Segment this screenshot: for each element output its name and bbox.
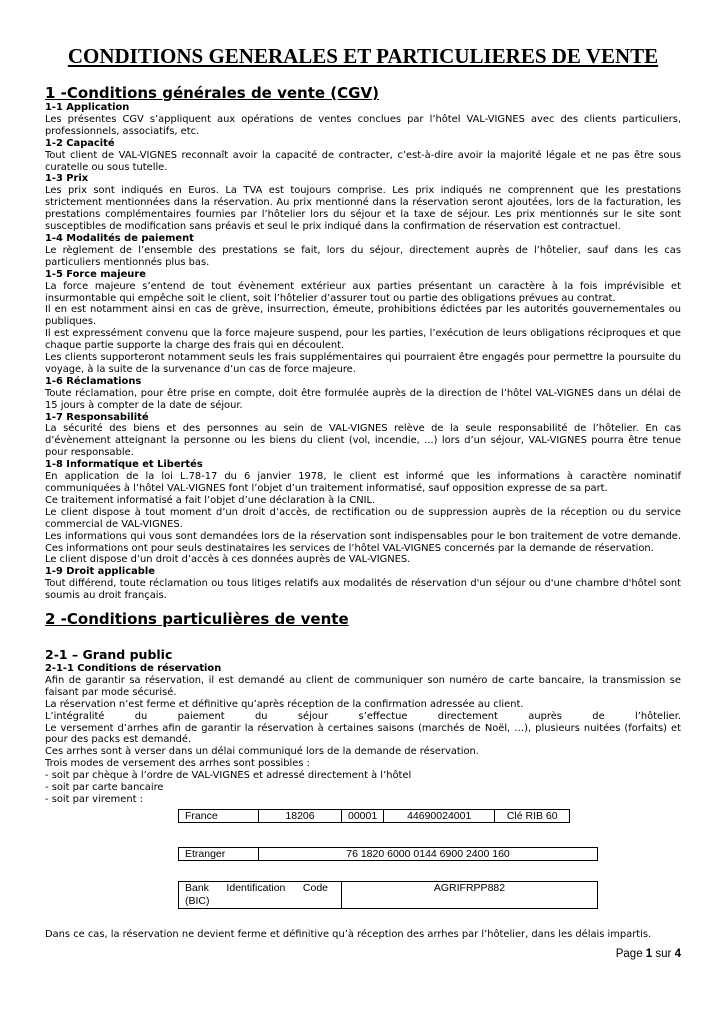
clause-paragraph: La force majeure s’entend de tout évènement extérieur aux parties présentant un caractère à la fois imprévisible et insurmontable qui empêche soit le client, soit l’hôtelier d’assurer tout ou partie des obligations prévues au contrat. <box>45 280 681 304</box>
table-cell: 00001 <box>342 810 384 823</box>
list-line: - soit par chèque à l’ordre de VAL-VIGNES et adressé directement à l’hôtel <box>45 770 412 782</box>
section-1-title: 1 -Conditions générales de vente (CGV) <box>45 84 379 102</box>
clause-paragraph: Les clients supporteront notamment seuls les frais supplémentaires qui pourraient être engagés pour permettre la poursuite du voyage, à la suite de la survenance d’un cas de force majeure. <box>45 352 681 375</box>
clause-paragraph: Tout différend, toute réclamation ou tous litiges relatifs aux modalités de réservation d'un séjour ou d'une chambre d'hôtel sont soumis au droit français. <box>45 578 681 602</box>
table-row <box>179 882 598 909</box>
clause-heading: 1-1 Application <box>45 102 130 113</box>
clause-paragraph: Tout client de VAL-VIGNES reconnaît avoir la capacité de contracter, c’est-à-dire avoir la majorité légale et ne pas être sous curatelle ou sous tutelle. <box>45 149 681 173</box>
table-cell: AGRIFRPP882 <box>342 882 598 909</box>
page-number: 1 <box>645 948 653 960</box>
clause-heading: 1-7 Responsabilité <box>45 411 149 423</box>
section-particular-conditions <box>45 610 681 806</box>
document-title: CONDITIONS GENERALES ET PARTICULIERES DE VENTE <box>67 44 659 68</box>
table-cell: 44690024001 <box>384 810 495 823</box>
clause-paragraph: La sécurité des biens et des personnes au sein de VAL-VIGNES relève de la seule responsabilité de l’hôtelier. En cas d’évènement atteignant la personne ou les biens du client (vol, incendie, ...) lors d’un séjour, VAL-VIGNES pourra être tenue pour responsable. <box>45 423 681 459</box>
bank-table-etranger <box>178 847 598 861</box>
clause-heading: 1-8 Informatique et Libertés <box>45 459 203 471</box>
clause-paragraph: En application de la loi L.78-17 du 6 janvier 1978, le client est informé que les informations à caractère nominatif communiquées à l’hôtel VAL-VIGNES font l’objet d’un traitement informatisé, sauf opposition expresse de sa part. <box>45 471 681 494</box>
table-row <box>179 848 598 861</box>
table-cell: 18206 <box>259 810 342 823</box>
list-line: - soit par carte bancaire <box>45 782 164 794</box>
paragraph: Ces arrhes sont à verser dans un délai communiqué lors de la demande de réservation. <box>45 746 479 758</box>
clause-heading: 1-4 Modalités de paiement <box>45 232 194 244</box>
page-label: Page <box>615 948 643 960</box>
clause-heading: 1-6 Réclamations <box>45 375 142 387</box>
paragraph: Afin de garantir sa réservation, il est demandé au client de communiquer son numéro de carte bancaire, la transmission se faisant par mode sécurisé. <box>45 674 681 698</box>
list-line: - soit par virement : <box>45 793 143 805</box>
section-2-1-title: 2-1 – Grand public <box>45 647 173 662</box>
page-total: 4 <box>674 948 681 960</box>
section-1-items <box>45 102 681 602</box>
clause-paragraph: Il en est notamment ainsi en cas de grève, insurrection, émeute, prohibitions édictées par les autorités gouvernementales ou publiques. <box>45 304 681 328</box>
paragraph: L’intégralité du paiement du séjour s’effectue directement auprès de l’hôtelier. <box>45 710 681 722</box>
table-cell: Clé RIB 60 <box>495 810 570 823</box>
section-2-1-1-heading: 2-1-1 Conditions de réservation <box>45 663 222 674</box>
table-cell: 76 1820 6000 0144 6900 2400 160 <box>259 848 598 861</box>
clause-heading: 1-3 Prix <box>45 173 89 185</box>
list-line: Trois modes de versement des arrhes sont possibles : <box>45 758 310 770</box>
clause-paragraph: Les présentes CGV s’appliquent aux opérations de ventes conclues par l’hôtel VAL-VIGNES avec des clients particuliers, professionnels, associatifs, etc. <box>45 113 681 137</box>
closing-paragraph: Dans ce cas, la réservation ne devient ferme et définitive qu’à réception des arrhes par l’hôtelier, dans les délais impartis. <box>45 929 652 940</box>
section-general-conditions <box>45 84 681 602</box>
clause-paragraph: Les prix sont indiqués en Euros. La TVA est toujours comprise. Les prix indiqués ne comprennent que les prestations strictement mentionnées dans la réservation. Au prix mentionné dans la réservation seront ajoutées, lors de la facturation, les prestations complémentaires fournies par l’hôtelier lors du séjour et la taxe de séjour. Les prix mentionnés sur le site sont susceptibles de modification sans préavis et seul le prix indiqué dans la confirmation de réservation est contractuel. <box>45 185 681 233</box>
clause-paragraph: Le règlement de l’ensemble des prestations se fait, lors du séjour, directement auprès de l’hôtelier, sauf dans les cas particuliers mentionnés plus bas. <box>45 244 681 268</box>
paragraph: La réservation n’est ferme et définitive qu’après réception de la confirmation adressée au client. <box>45 698 524 710</box>
clause-paragraph: Les informations qui vous sont demandées lors de la réservation sont indispensables pour le bon traitement de votre demande. Ces informations ont pour seuls destinataires les services de l’hôtel VAL-VIGNES concernés par la demande de réservation. <box>45 530 681 554</box>
table-cell: France <box>179 810 259 823</box>
bank-table-france <box>178 809 570 823</box>
of-label: sur <box>655 948 672 960</box>
table-row <box>179 810 570 823</box>
clause-heading: 1-2 Capacité <box>45 137 115 149</box>
clause-paragraph: Toute réclamation, pour être prise en compte, doit être formulée auprès de la direction de l’hôtel VAL-VIGNES dans un délai de 15 jours à compter de la date de séjour. <box>45 387 681 411</box>
paragraph: Le versement d’arrhes afin de garantir la réservation à certaines saisons (marchés de Noël, …), plusieurs nuitées (forfaits) et pour des packs est demandé. <box>45 722 681 746</box>
clause-heading: 1-9 Droit applicable <box>45 566 155 578</box>
table-cell <box>179 882 342 909</box>
clause-paragraph: Ce traitement informatisé a fait l’objet d’une déclaration à la CNIL. <box>45 494 376 506</box>
clause-paragraph: Il est expressément convenu que la force majeure suspend, pour les parties, l’exécution de leurs obligations réciproques et que chaque partie supporte la charge des frais qui en découlent. <box>45 328 681 352</box>
bic-label: Bank Identification Code (BIC) <box>185 882 331 907</box>
section-2-title: 2 -Conditions particulières de vente <box>45 610 349 628</box>
table-cell: Etranger <box>179 848 259 861</box>
clause-paragraph: Le client dispose d’un droit d’accès à ces données auprès de VAL-VIGNES. <box>45 554 411 566</box>
bank-table-bic <box>178 881 598 909</box>
clause-heading: 1-5 Force majeure <box>45 268 146 280</box>
page-footer <box>616 949 681 961</box>
clause-paragraph: Le client dispose à tout moment d’un droit d’accès, de rectification ou de suppression auprès de la réception ou du service commercial de VAL-VIGNES. <box>45 506 681 530</box>
